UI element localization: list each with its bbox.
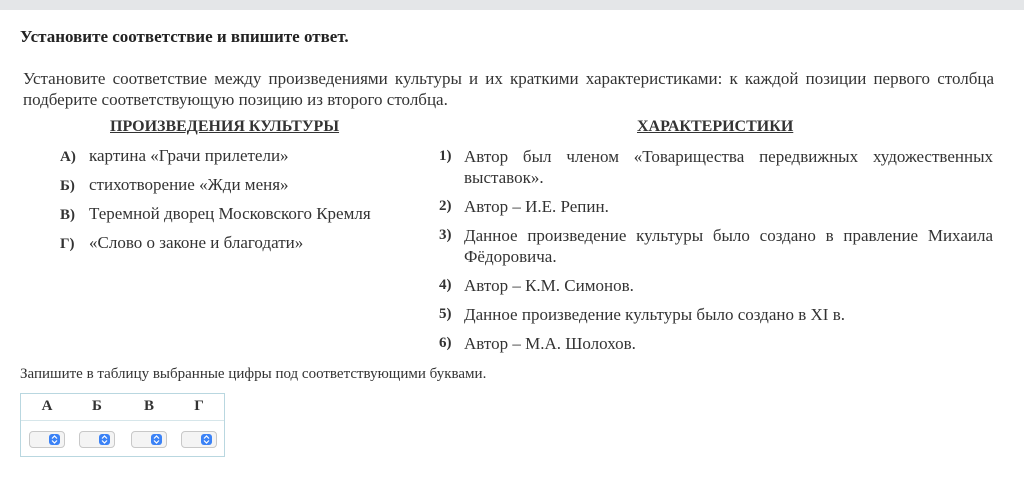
chevron-up-down-icon bbox=[49, 434, 60, 445]
characteristic-number: 2) bbox=[439, 198, 452, 214]
work-item bbox=[60, 175, 289, 195]
answer-select-b[interactable] bbox=[79, 431, 115, 448]
work-marker: В) bbox=[60, 207, 75, 223]
work-text: стихотворение «Жди меня» bbox=[89, 175, 289, 194]
answer-select-a[interactable] bbox=[29, 431, 65, 448]
characteristic-number: 5) bbox=[439, 306, 452, 322]
answer-header-a: А bbox=[41, 398, 53, 414]
characteristic-number: 4) bbox=[439, 277, 452, 293]
work-item bbox=[60, 204, 371, 224]
characteristic-item bbox=[439, 225, 993, 267]
top-bar bbox=[0, 0, 1024, 10]
characteristic-number: 3) bbox=[439, 227, 452, 243]
work-text: картина «Грачи прилетели» bbox=[89, 146, 289, 165]
answer-select-g[interactable] bbox=[181, 431, 217, 448]
characteristic-number: 1) bbox=[439, 148, 452, 164]
task-title: Установите соответствие и впишите ответ. bbox=[20, 27, 349, 46]
answer-table bbox=[20, 393, 225, 457]
characteristic-number: 6) bbox=[439, 335, 452, 351]
answer-header-v: В bbox=[143, 398, 154, 414]
work-item bbox=[60, 146, 289, 166]
work-marker: Г) bbox=[60, 236, 75, 252]
answer-select-v[interactable] bbox=[131, 431, 167, 448]
work-marker: Б) bbox=[60, 178, 75, 194]
work-item bbox=[60, 233, 303, 253]
answer-instruction: Запишите в таблицу выбранные цифры под соответствующими буквами. bbox=[20, 366, 487, 382]
characteristic-text: Автор был членом «Товарищества передвижных художественных выставок». bbox=[464, 147, 993, 187]
characteristic-text: Автор – И.Е. Репин. bbox=[464, 197, 609, 216]
answer-table-divider bbox=[21, 420, 224, 421]
characteristic-item bbox=[439, 275, 993, 296]
task-intro: Установите соответствие между произведениями культуры и их краткими характеристиками: к каждой позиции первого столбца подберите соответствующую позицию из второго столбца. bbox=[23, 69, 994, 109]
characteristic-item bbox=[439, 146, 993, 188]
characteristic-item bbox=[439, 304, 993, 325]
characteristics-column-header: ХАРАКТЕРИСТИКИ bbox=[637, 118, 794, 135]
characteristic-text: Автор – М.А. Шолохов. bbox=[464, 334, 636, 353]
characteristic-text: Данное произведение культуры было создано в правление Михаила Фёдоровича. bbox=[464, 226, 993, 266]
works-column-header: ПРОИЗВЕДЕНИЯ КУЛЬТУРЫ bbox=[110, 118, 340, 135]
work-text: Теремной дворец Московского Кремля bbox=[89, 204, 371, 223]
work-text: «Слово о законе и благодати» bbox=[89, 233, 304, 252]
chevron-up-down-icon bbox=[151, 434, 162, 445]
chevron-up-down-icon bbox=[99, 434, 110, 445]
characteristic-text: Автор – К.М. Симонов. bbox=[464, 276, 634, 295]
characteristic-text: Данное произведение культуры было создано в XI в. bbox=[464, 305, 845, 324]
chevron-up-down-icon bbox=[201, 434, 212, 445]
answer-header-b: Б bbox=[92, 398, 102, 414]
answer-header-g: Г bbox=[194, 398, 204, 414]
work-marker: А) bbox=[60, 149, 76, 165]
characteristic-item bbox=[439, 333, 993, 354]
characteristic-item bbox=[439, 196, 993, 217]
